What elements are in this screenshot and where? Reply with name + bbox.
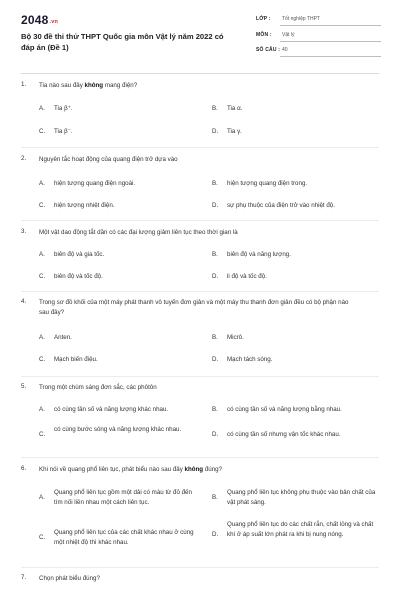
option-text: Quang phổ liên tục của các chất khác nhau ở cùng một nhiệt độ thì khác nhau. [54, 529, 194, 546]
question-text [39, 81, 359, 91]
option-text: biên độ và năng lượng. [227, 251, 291, 258]
meta-underline [280, 56, 381, 57]
option-letter: C. [39, 202, 46, 209]
meta-value: Vật lý [282, 32, 295, 38]
option-letter: B. [212, 251, 218, 258]
question-separator [21, 457, 379, 458]
option-text: Tia β⁻. [54, 128, 73, 135]
option-letter: D. [212, 273, 219, 280]
question-text-pre: Khi nói về quang phổ liên tục, phát biểu nào sau đây [39, 466, 185, 473]
option-text: hiện tượng nhiệt điện. [54, 202, 115, 209]
option-letter: D. [212, 356, 219, 363]
option-letter: B. [212, 334, 218, 341]
option-letter: C. [39, 273, 46, 280]
question-number: 4. [21, 298, 27, 305]
meta-underline [280, 41, 381, 42]
option-text: Quang phổ liên tục gồm một dải có màu từ đỏ đến tím nối liền nhau một cách liên tục. [54, 489, 192, 506]
option-text: Tia β⁺. [54, 105, 73, 112]
option-letter: B. [212, 494, 218, 501]
meta-label: MÔN : [256, 32, 272, 38]
header [0, 0, 400, 68]
option-letter: C. [39, 431, 46, 438]
meta-question-count [256, 45, 381, 57]
option-text: li độ và tốc độ. [227, 273, 267, 280]
question-text: Chọn phát biểu đúng? [39, 575, 100, 582]
option-text: Anten. [54, 334, 72, 341]
option-letter: D. [212, 202, 219, 209]
option-letter: B. [212, 105, 218, 112]
question-text-post: mang điện? [103, 82, 138, 89]
option-letter: D. [212, 128, 219, 135]
question-number: 6. [21, 465, 27, 472]
question-text: Trong một chùm sáng đơn sắc, các phôtôn [39, 384, 157, 391]
question-text-emphasis: không [184, 466, 204, 473]
question-text: Trong sơ đồ khối của một máy phát thanh vô tuyến đơn giản và một máy thu thanh đơn giản đều có bộ phận nào sau đây? [39, 299, 349, 316]
question-number: 1. [21, 81, 27, 88]
option-text: Tia α. [227, 105, 243, 112]
option-text: biên độ và gia tốc. [54, 251, 105, 258]
option-text: hiện tượng quang điện trong. [227, 180, 308, 187]
option-text: Quang phổ liên tục do các chất rắn, chất lỏng và chất khí ở áp suất lớn phát ra khi bị nung nóng. [227, 521, 374, 538]
option-letter: A. [39, 406, 45, 413]
meta-label: LỚP : [256, 16, 271, 22]
question-text: Nguyên tắc hoạt động của quang điện trở dựa vào [39, 156, 178, 163]
question-text-emphasis: không [84, 82, 104, 89]
question-number: 2. [21, 155, 27, 162]
option-text: có cùng tần số nhưng vận tốc khác nhau. [227, 431, 341, 438]
header-divider [21, 73, 379, 74]
question-separator [21, 147, 379, 148]
question-separator [21, 291, 379, 292]
option-text: sự phụ thuộc của điện trở vào nhiệt độ. [227, 202, 335, 209]
option-letter: D. [212, 531, 219, 538]
question-number: 7. [21, 574, 27, 581]
meta-value: Tốt nghiệp THPT [282, 16, 320, 22]
option-text: có cùng bước sóng và năng lượng khác nhau. [54, 426, 182, 433]
question-separator [21, 220, 379, 221]
question-text: Một vật dao động tắt dần có các đại lượng giảm liên tục theo thời gian là [39, 229, 238, 236]
option-letter: A. [39, 334, 45, 341]
meta-label: SỐ CÂU : [256, 47, 281, 53]
option-letter: C. [39, 356, 46, 363]
logo-suffix: .vn [49, 19, 59, 25]
meta-class [256, 14, 381, 26]
option-text: Quang phổ liên tục không phụ thuộc vào bản chất của vật phát sáng. [227, 489, 376, 506]
meta-subject [256, 30, 381, 42]
option-letter: A. [39, 494, 45, 501]
option-text: biên độ và tốc độ. [54, 273, 103, 280]
question-number: 3. [21, 228, 27, 235]
option-letter: A. [39, 105, 45, 112]
option-letter: A. [39, 251, 45, 258]
meta-underline [280, 25, 381, 26]
question-number: 5. [21, 383, 27, 390]
site-logo[interactable] [21, 13, 58, 27]
logo-text: 2048 [21, 13, 49, 27]
page-bottom-fade [0, 590, 400, 600]
option-letter: B. [212, 180, 218, 187]
question-separator [21, 567, 379, 568]
question-text-pre: Tia nào sau đây [39, 82, 85, 89]
meta-value: 40 [282, 47, 288, 53]
option-text: Micrô. [227, 334, 244, 341]
option-text: Tia γ. [227, 128, 242, 135]
option-letter: C. [39, 534, 46, 541]
option-text: có cùng tần số và năng lượng khác nhau. [54, 406, 169, 413]
option-text: hiện tượng quang điện ngoài. [54, 180, 136, 187]
option-letter: C. [39, 128, 46, 135]
option-text: Mạch tách sóng. [227, 356, 273, 363]
question-separator [21, 376, 379, 377]
option-letter: D. [212, 431, 219, 438]
question-text-post: đúng? [203, 466, 223, 473]
option-letter: B. [212, 406, 218, 413]
document-title: Bộ 30 đề thi thử THPT Quốc gia môn Vật lý năm 2022 có đáp án (Đề 1) [21, 32, 224, 52]
option-text: Mạch biến điệu. [54, 356, 98, 363]
option-letter: A. [39, 180, 45, 187]
option-text: có cùng tần số và năng lượng bằng nhau. [227, 406, 342, 413]
question-text [39, 465, 359, 475]
